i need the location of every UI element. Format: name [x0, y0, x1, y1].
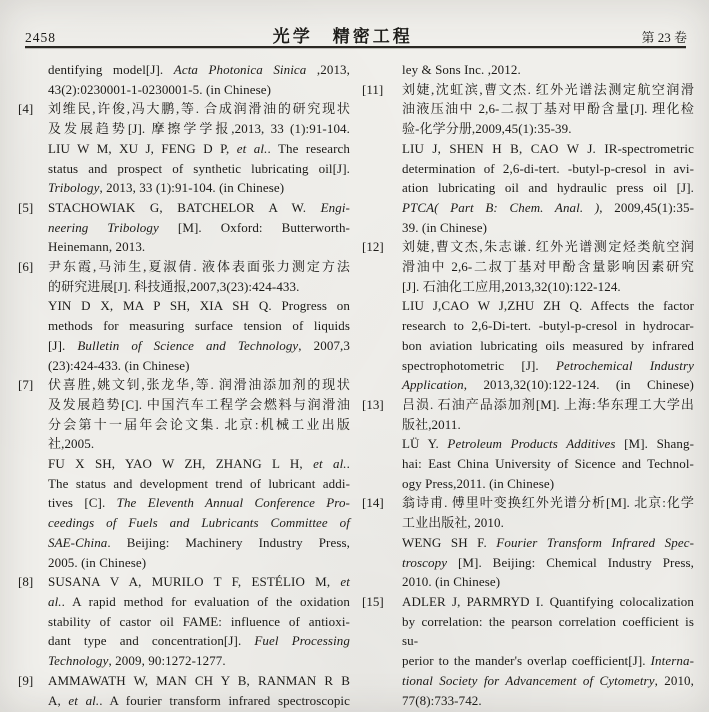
- reference-number: [11]: [362, 81, 384, 97]
- reference-text: [48, 60, 350, 80]
- reference-number: [362, 178, 402, 198]
- reference-text: [48, 454, 350, 474]
- plain-text: ogy Press,2011. (in Chinese): [402, 475, 555, 491]
- reference-line: [362, 651, 694, 671]
- reference-number: [6]: [18, 259, 34, 275]
- reference-text: [402, 513, 694, 533]
- plain-text: STACHOWIAK G, BATCHELOR A W.: [48, 199, 321, 215]
- reference-line: [362, 237, 694, 257]
- plain-text: [M]. Beijing: Chemical Industry Press,: [447, 554, 694, 570]
- reference-number: [4]: [18, 101, 34, 117]
- reference-line: [362, 159, 694, 179]
- plain-text: 吕涢. 石油产品添加剂[M]. 上海:华东理工大学出: [402, 396, 694, 412]
- volume-label: 第 23 卷: [641, 30, 687, 45]
- reference-number: [8]: [18, 574, 34, 590]
- reference-number: [18, 415, 48, 435]
- reference-number: [18, 631, 48, 651]
- plain-text: 刘维民,许俊,冯大鹏,等. 合成润滑油的研究现状: [48, 101, 350, 117]
- reference-text: [48, 198, 350, 218]
- plain-text: .: [346, 456, 351, 472]
- reference-number: [18, 651, 48, 671]
- reference-text: [402, 119, 694, 139]
- plain-text: . Beijing: Machinery Industry Press,: [107, 534, 350, 550]
- reference-text: [48, 218, 350, 238]
- italic-text: PTCA( Part B: Chem. Anal. ): [402, 199, 600, 215]
- reference-text: [402, 572, 694, 592]
- reference-number: [362, 198, 402, 218]
- reference-line: [362, 316, 694, 336]
- reference-text: [402, 336, 694, 356]
- reference-text: [48, 691, 350, 711]
- plain-text: YIN D X, MA P SH, XIA SH Q. Progress on: [48, 298, 350, 314]
- header-rule: [25, 46, 686, 48]
- reference-line: [18, 434, 350, 454]
- reference-line: [18, 356, 350, 376]
- reference-line: [18, 316, 350, 336]
- plain-text: 分会第十一届年会论文集. 北京:机械工业出版: [48, 416, 350, 432]
- reference-number: [18, 612, 48, 632]
- reference-line: [18, 296, 350, 316]
- reference-number: [362, 336, 402, 356]
- plain-text: 滑油中 2,6-二叔丁基对甲酚含量影响因素研究: [402, 259, 694, 275]
- reference-number: [18, 691, 48, 711]
- plain-text: research to 2,6-Di-tert. -butyl-p-cresol in hydrocar-: [402, 318, 694, 334]
- reference-number: [5]: [18, 199, 34, 215]
- italic-text: The Eleventh Annual Conference Pro-: [116, 495, 350, 511]
- reference-text: [402, 198, 694, 218]
- plain-text: , 2010,: [654, 672, 694, 688]
- reference-number: [18, 553, 48, 573]
- italic-text: et al.: [236, 140, 268, 156]
- plain-text: Heinemann, 2013.: [48, 239, 146, 255]
- reference-number: [362, 99, 402, 119]
- reference-number: [362, 691, 402, 711]
- reference-line: [362, 218, 694, 238]
- reference-line: [362, 375, 694, 395]
- reference-line: [18, 651, 350, 671]
- page-number: 2458: [25, 30, 56, 45]
- reference-text: [48, 375, 350, 395]
- reference-number: [362, 671, 402, 691]
- reference-text: [402, 296, 694, 316]
- reference-line: [362, 533, 694, 553]
- reference-number: [362, 513, 402, 533]
- reference-line: [18, 533, 350, 553]
- italic-text: Tribology: [48, 180, 100, 196]
- reference-text: [48, 415, 350, 435]
- plain-text: 77(8):733-742.: [402, 692, 482, 708]
- reference-line: [18, 612, 350, 632]
- plain-text: [M]. Oxford: Butterworth-: [158, 219, 350, 235]
- plain-text: spectrophotometric [J].: [402, 357, 556, 373]
- reference-number: [18, 277, 48, 297]
- plain-text: LIU J,CAO W J,ZHU ZH Q. Affects the factor: [402, 298, 694, 314]
- reference-number: [12]: [362, 239, 384, 255]
- reference-line: [18, 159, 350, 179]
- reference-number: [9]: [18, 672, 34, 688]
- reference-text: [48, 237, 350, 257]
- reference-line: [18, 395, 350, 415]
- plain-text: ADLER J, PARMRYD I. Quantifying colocalization: [402, 593, 694, 609]
- reference-text: [48, 356, 350, 376]
- plain-text: LIU W M, XU J, FENG D P,: [48, 140, 237, 156]
- plain-text: WENG SH F.: [402, 534, 497, 550]
- italic-text: tional Society for Advancement of Cytometry: [402, 672, 655, 688]
- reference-text: [402, 474, 694, 494]
- reference-number: [362, 572, 402, 592]
- reference-number: [18, 218, 48, 238]
- reference-text: [48, 277, 350, 297]
- reference-text: [48, 671, 350, 691]
- reference-number: [15]: [362, 593, 384, 609]
- reference-text: [402, 493, 694, 513]
- plain-text: 社,2005.: [48, 436, 95, 452]
- reference-number: [18, 296, 48, 316]
- reference-line: [18, 513, 350, 533]
- reference-text: [402, 691, 694, 711]
- references-section: [18, 60, 697, 712]
- italic-text: Interna-: [650, 653, 694, 669]
- plain-text: 验-化学分册,2009,45(1):35-39.: [402, 121, 572, 137]
- reference-line: [18, 139, 350, 159]
- reference-text: [402, 257, 694, 277]
- plain-text: 2005. (in Chinese): [48, 554, 147, 570]
- reference-number: [362, 553, 402, 573]
- reference-text: [48, 651, 350, 671]
- plain-text: ,2013,: [306, 62, 351, 77]
- reference-line: [362, 454, 694, 474]
- reference-number: [7]: [18, 377, 34, 393]
- plain-text: , 2013,32(10):122-124. (in Chinese): [463, 377, 694, 393]
- italic-text: troscopy: [402, 554, 448, 570]
- plain-text: methods for measuring surface tension of liquids: [48, 318, 350, 334]
- plain-text: dentifying model[J].: [48, 62, 174, 77]
- reference-line: [18, 691, 350, 711]
- reference-line: [362, 513, 694, 533]
- italic-text: Technology: [48, 653, 109, 669]
- references-column-left: [18, 60, 350, 712]
- plain-text: stability of castor oil FAME: influence of antioxi-: [48, 613, 350, 629]
- reference-text: [48, 336, 350, 356]
- reference-line: [362, 119, 694, 139]
- reference-number: [18, 356, 48, 376]
- reference-line: [18, 178, 350, 198]
- reference-number: [362, 296, 402, 316]
- reference-line: [362, 691, 694, 711]
- plain-text: 版社,2011.: [402, 416, 461, 432]
- reference-number: [362, 434, 402, 454]
- italic-text: et al.: [68, 692, 100, 708]
- reference-text: [48, 80, 350, 100]
- reference-line: [18, 474, 350, 494]
- plain-text: 翁诗甫. 傅里叶变换红外光谱分析[M]. 北京:化学: [402, 495, 694, 511]
- plain-text: , 2009, 90:1272-1277.: [108, 653, 226, 669]
- reference-text: [402, 375, 694, 395]
- reference-line: [362, 493, 694, 513]
- reference-number: [362, 60, 402, 80]
- reference-number: [362, 533, 402, 553]
- italic-text: Application: [402, 377, 464, 393]
- reference-text: [402, 415, 694, 435]
- reference-text: [402, 612, 694, 651]
- plain-text: 刘婕,沈虹滨,曹文杰. 红外光谱法测定航空润滑: [402, 81, 694, 97]
- italic-text: neering Tribology: [48, 219, 159, 235]
- plain-text: dant type and concentration[J].: [48, 633, 255, 649]
- plain-text: ation lubricating oil and hydraulic press oil [J].: [402, 180, 694, 196]
- reference-line: [18, 257, 350, 277]
- reference-number: [362, 612, 402, 651]
- reference-number: [18, 80, 48, 100]
- reference-text: [48, 631, 350, 651]
- reference-text: [402, 454, 694, 474]
- plain-text: 刘婕,曹文杰,朱志谦. 红外光谱测定烃类航空润: [402, 239, 694, 255]
- reference-number: [13]: [362, 396, 384, 412]
- reference-text: [48, 119, 350, 139]
- reference-line: [18, 415, 350, 435]
- reference-line: [362, 671, 694, 691]
- reference-number: [18, 316, 48, 336]
- reference-number: [362, 159, 402, 179]
- reference-line: [362, 415, 694, 435]
- reference-line: [18, 336, 350, 356]
- plain-text: determination of 2,6-di-tert. -butyl-p-cresol in avi-: [402, 160, 694, 176]
- reference-text: [402, 60, 694, 80]
- reference-number: [18, 474, 48, 494]
- reference-line: [362, 336, 694, 356]
- plain-text: (23):424-433. (in Chinese): [48, 357, 190, 373]
- plain-text: status and prospect of synthetic lubricating oil[J].: [48, 160, 350, 176]
- reference-number: [362, 356, 402, 376]
- reference-text: [402, 395, 694, 415]
- reference-text: [402, 159, 694, 179]
- reference-number: [18, 336, 48, 356]
- plain-text: 43(2):0230001-1-0230001-5. (in Chinese): [48, 81, 272, 97]
- reference-number: [362, 651, 402, 671]
- journal-title: 光学 精密工程: [272, 27, 413, 46]
- reference-text: [402, 139, 694, 159]
- plain-text: The status and development trend of lubricant addi-: [48, 475, 350, 491]
- reference-line: [18, 60, 350, 80]
- reference-number: [18, 533, 48, 553]
- reference-line: [18, 375, 350, 395]
- reference-line: [18, 631, 350, 651]
- italic-text: Bulletin of Science and Technology: [77, 337, 299, 353]
- reference-number: [362, 257, 402, 277]
- reference-number: [362, 119, 402, 139]
- reference-number: [18, 493, 48, 513]
- reference-number: [18, 434, 48, 454]
- reference-line: [362, 296, 694, 316]
- reference-line: [18, 572, 350, 592]
- reference-line: [362, 139, 694, 159]
- plain-text: bon aviation lubricating oils measured by infrared: [402, 337, 694, 353]
- plain-text: . A fourier transform infrared spectroscopic: [99, 692, 351, 708]
- plain-text: 的研究进展[J]. 科技通报,2007,3(23):424-433.: [48, 278, 300, 294]
- reference-text: [402, 218, 694, 238]
- reference-line: [18, 592, 350, 612]
- reference-number: [362, 454, 402, 474]
- reference-text: [402, 356, 694, 376]
- reference-line: [18, 218, 350, 238]
- reference-line: [18, 493, 350, 513]
- reference-text: [402, 99, 694, 119]
- reference-text: [48, 316, 350, 336]
- reference-line: [362, 612, 694, 651]
- reference-line: [362, 553, 694, 573]
- reference-text: [48, 592, 350, 612]
- plain-text: 油液压油中 2,6-二叔丁基对甲酚含量[J]. 理化检: [402, 101, 694, 117]
- reference-line: [362, 99, 694, 119]
- reference-number: [362, 277, 402, 297]
- reference-line: [362, 257, 694, 277]
- reference-line: [18, 277, 350, 297]
- reference-number: [18, 592, 48, 612]
- reference-text: [48, 296, 350, 316]
- reference-text: [402, 277, 694, 297]
- plain-text: perior to the mander's overlap coefficient[J].: [402, 653, 651, 669]
- reference-number: [18, 60, 48, 80]
- reference-text: [48, 139, 350, 159]
- reference-text: [48, 493, 350, 513]
- reference-text: [48, 513, 350, 533]
- reference-line: [18, 119, 350, 139]
- reference-text: [48, 257, 350, 277]
- reference-line: [362, 395, 694, 415]
- plain-text: LÜ Y.: [402, 436, 448, 452]
- reference-number: [18, 139, 48, 159]
- reference-number: [18, 395, 48, 415]
- plain-text: by correlation: the pearson correlation coefficient is su-: [402, 613, 694, 649]
- italic-text: ceedings of Fuels and Lubricants Committee of: [48, 515, 350, 531]
- reference-text: [48, 612, 350, 632]
- reference-line: [362, 178, 694, 198]
- plain-text: 伏喜胜,姚文钊,张龙华,等. 润滑油添加剂的现状: [48, 377, 350, 393]
- reference-text: [402, 316, 694, 336]
- reference-text: [48, 474, 350, 494]
- plain-text: hai: East China University of Sicence and Technol-: [402, 456, 694, 472]
- reference-number: [18, 454, 48, 474]
- reference-text: [402, 178, 694, 198]
- reference-number: [18, 119, 48, 139]
- reference-line: [362, 60, 694, 80]
- reference-line: [18, 80, 350, 100]
- plain-text: ley & Sons Inc. ,2012.: [402, 62, 521, 77]
- italic-text: Engi-: [320, 199, 350, 215]
- plain-text: 2010. (in Chinese): [402, 574, 501, 590]
- plain-text: 及发展趋势[C]. 中国汽车工程学会燃料与润滑油: [48, 396, 350, 412]
- plain-text: [J]. 石油化工应用,2013,32(10):122-124.: [402, 278, 621, 294]
- italic-text: al.: [48, 593, 62, 609]
- plain-text: , 2009,45(1):35-: [599, 199, 695, 215]
- page-header: [25, 22, 687, 47]
- reference-text: [48, 572, 350, 592]
- reference-text: [402, 651, 694, 671]
- reference-number: [362, 474, 402, 494]
- reference-text: [402, 237, 694, 257]
- plain-text: tives [C].: [48, 495, 117, 511]
- reference-text: [48, 395, 350, 415]
- plain-text: [M]. Shang-: [615, 436, 694, 452]
- plain-text: 及发展趋势[J]. 摩擦学学报,2013, 33 (1):91-104.: [48, 121, 350, 137]
- reference-line: [18, 198, 350, 218]
- italic-text: et: [340, 574, 350, 590]
- reference-line: [362, 356, 694, 376]
- reference-number: [362, 139, 402, 159]
- plain-text: SUSANA V A, MURILO T F, ESTÉLIO M,: [48, 574, 341, 590]
- reference-text: [402, 592, 694, 612]
- plain-text: . A rapid method for evaluation of the oxidation: [61, 593, 350, 609]
- reference-text: [48, 533, 350, 553]
- reference-text: [48, 178, 350, 198]
- reference-text: [402, 533, 694, 553]
- reference-number: [18, 237, 48, 257]
- reference-number: [362, 218, 402, 238]
- plain-text: , 2013, 33 (1):91-104. (in Chinese): [99, 180, 285, 196]
- reference-text: [48, 434, 350, 454]
- plain-text: , 2007,3: [298, 337, 350, 353]
- plain-text: A,: [48, 692, 69, 708]
- plain-text: . The research: [267, 140, 350, 156]
- reference-number: [362, 415, 402, 435]
- reference-line: [18, 454, 350, 474]
- plain-text: 39. (in Chinese): [402, 219, 488, 235]
- reference-line: [18, 671, 350, 691]
- reference-line: [362, 434, 694, 454]
- reference-text: [402, 671, 694, 691]
- reference-text: [402, 434, 694, 454]
- italic-text: Petrochemical Industry: [556, 357, 694, 373]
- plain-text: 尹东霞,马沛生,夏淑倩. 液体表面张力测定方法: [48, 259, 350, 275]
- reference-line: [362, 572, 694, 592]
- italic-text: Fuel Processing: [254, 633, 350, 649]
- reference-number: [14]: [362, 495, 384, 511]
- reference-number: [362, 316, 402, 336]
- reference-text: [48, 159, 350, 179]
- reference-number: [18, 513, 48, 533]
- reference-line: [362, 474, 694, 494]
- plain-text: LIU J, SHEN H B, CAO W J. IR-spectrometric: [402, 140, 694, 156]
- reference-line: [362, 198, 694, 218]
- plain-text: AMMAWATH W, MAN CH Y B, RANMAN R B: [48, 672, 350, 688]
- references-column-right: [362, 60, 694, 712]
- reference-number: [18, 159, 48, 179]
- reference-line: [362, 80, 694, 100]
- reference-line: [362, 277, 694, 297]
- reference-line: [362, 592, 694, 612]
- reference-line: [18, 553, 350, 573]
- reference-number: [362, 375, 402, 395]
- plain-text: [J].: [48, 337, 78, 353]
- italic-text: et al.: [313, 456, 347, 472]
- plain-text: 工业出版社, 2010.: [402, 515, 504, 531]
- reference-line: [18, 99, 350, 119]
- reference-text: [48, 99, 350, 119]
- italic-text: Acta Photonica Sinica: [173, 62, 307, 77]
- reference-text: [48, 553, 350, 573]
- italic-text: Petroleum Products Additives: [447, 436, 616, 452]
- plain-text: FU X SH, YAO W ZH, ZHANG L H,: [48, 456, 314, 472]
- reference-text: [402, 553, 694, 573]
- reference-line: [18, 237, 350, 257]
- italic-text: SAE-China: [48, 534, 108, 550]
- reference-number: [18, 178, 48, 198]
- italic-text: Fourier Transform Infrared Spec-: [496, 534, 694, 550]
- reference-text: [402, 80, 694, 100]
